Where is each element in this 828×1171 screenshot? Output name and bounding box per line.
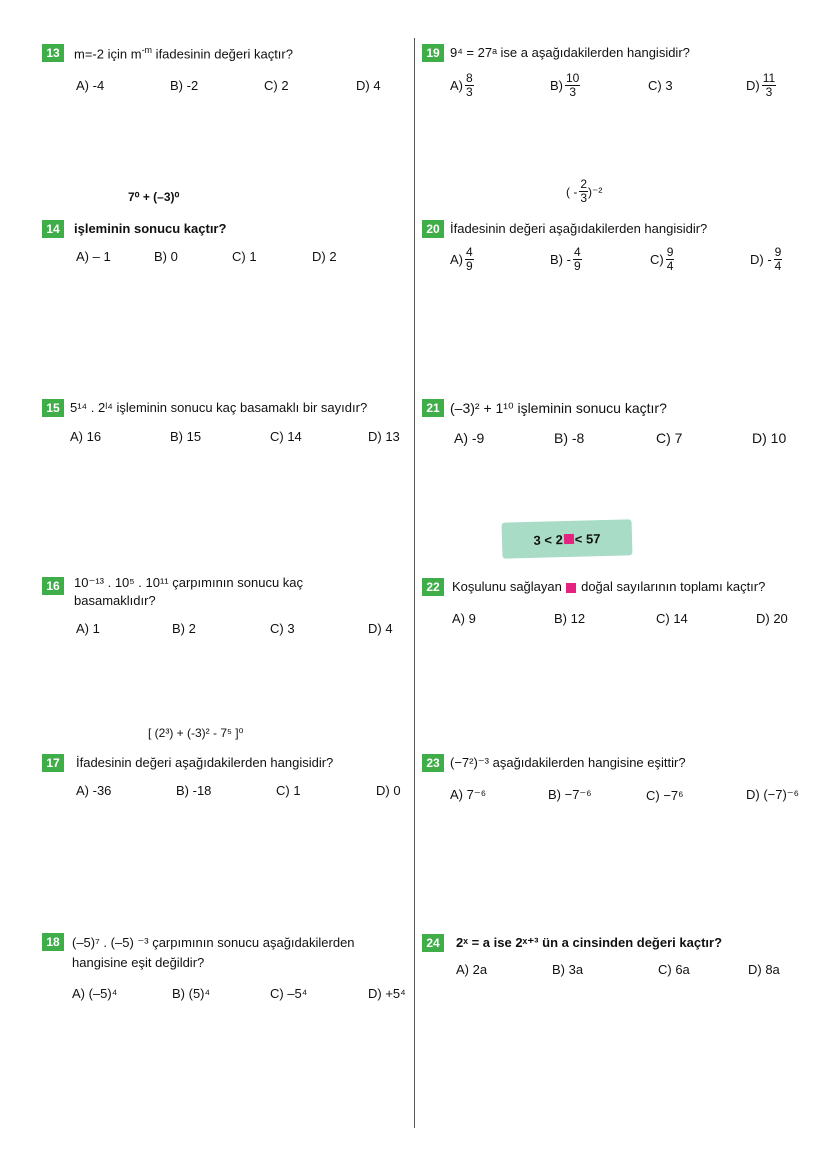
question-stem-14: işleminin sonucu kaçtır? (74, 221, 227, 236)
options-18 (72, 986, 406, 1001)
expression-14: 7⁰ + (–3)⁰ (128, 190, 180, 204)
question-number-15: 15 (42, 399, 64, 417)
option-a[interactable]: A) 9 (452, 611, 476, 626)
option-c[interactable]: C) –5⁴ (270, 986, 308, 1001)
square-placeholder-icon (566, 583, 576, 593)
option-c[interactable]: C) 2 (264, 78, 289, 93)
option-b[interactable]: B) 3a (552, 962, 584, 977)
options-23 (450, 787, 799, 803)
question-stem-24: 2ˣ = a ise 2ˣ⁺³ ün a cinsinden değeri kaçtır? (456, 935, 723, 950)
question-number-19: 19 (422, 44, 444, 62)
question-number-23: 23 (422, 754, 444, 772)
option-a[interactable]: A) -36 (76, 783, 112, 798)
option-d[interactable]: D) 8a (748, 962, 780, 977)
question-stem-15: 5¹⁴ . 2ˡ⁴ işleminin sonucu kaç basamaklı bir sayıdır? (70, 400, 368, 415)
question-number-13: 13 (42, 44, 64, 62)
option-c[interactable]: C) 1 (232, 249, 257, 264)
question-number-20: 20 (422, 220, 444, 238)
question-stem-18-line2: hangisine eşit değildir? (72, 955, 205, 970)
options-24 (456, 962, 780, 977)
option-b[interactable]: B) 2 (172, 621, 196, 636)
option-a[interactable]: A) (–5)⁴ (72, 986, 118, 1001)
option-d[interactable]: D) 2 (312, 249, 337, 264)
option-a[interactable]: A) -4 (76, 78, 105, 93)
question-number-21: 21 (422, 399, 444, 417)
options-19 (450, 72, 776, 99)
options-20 (450, 246, 782, 273)
option-d[interactable]: D) 0 (376, 783, 401, 798)
option-b[interactable]: B) -2 (170, 78, 199, 93)
question-stem-23: (−7²)⁻³ aşağıdakilerden hangisine eşittir? (450, 755, 686, 770)
expression-17: [ (2³) + (-3)² - 7⁵ ]⁰ (148, 726, 244, 740)
option-b[interactable]: B) $\frac{10}{3}$ (550, 71, 580, 99)
option-d[interactable]: D) 13 (368, 429, 400, 444)
question-stem-16-line1: 10⁻¹³ . 10⁵ . 10¹¹ çarpımının sonucu kaç (74, 575, 304, 590)
question-stem-20: İfadesinin değeri aşağıdakilerden hangisidir? (450, 221, 708, 236)
question-stem-19: 9⁴ = 27ᵃ ise a aşağıdakilerden hangisidir? (450, 45, 690, 60)
option-a[interactable]: A) $\frac{8}{3}$ (450, 71, 473, 99)
option-d[interactable]: D) (−7)⁻⁶ (746, 787, 800, 802)
question-stem-22: Koşulunu sağlayan doğal sayılarının toplamı kaçtır? (452, 579, 766, 594)
option-c[interactable]: C) $\frac{9}{4}$ (650, 245, 674, 273)
option-d[interactable]: D) 10 (752, 430, 787, 446)
options-21 (454, 430, 786, 446)
option-b[interactable]: B) 15 (170, 429, 202, 444)
option-b[interactable]: B) 12 (554, 611, 586, 626)
option-a[interactable]: A) 7⁻⁶ (450, 787, 487, 802)
option-d[interactable]: D) 4 (368, 621, 393, 636)
option-b[interactable]: B) (5)⁴ (172, 986, 211, 1001)
square-placeholder-icon (564, 534, 574, 544)
option-a[interactable]: A) $\frac{4}{9}$ (450, 245, 473, 273)
question-number-17: 17 (42, 754, 64, 772)
options-13 (76, 78, 381, 93)
option-c[interactable]: C) 3 (648, 78, 673, 93)
option-c[interactable]: C) 6a (658, 962, 690, 977)
option-d[interactable]: D) - $\frac{9}{4}$ (750, 245, 782, 273)
option-a[interactable]: A) 16 (70, 429, 102, 444)
question-number-22: 22 (422, 578, 444, 596)
options-22 (452, 611, 788, 626)
option-d[interactable]: D) 20 (756, 611, 788, 626)
option-b[interactable]: B) 0 (154, 249, 178, 264)
option-b[interactable]: B) - $\frac{4}{9}$ (550, 245, 581, 273)
question-number-18: 18 (42, 933, 64, 951)
option-c[interactable]: C) 1 (276, 783, 301, 798)
options-16 (76, 621, 393, 636)
question-stem-17: İfadesinin değeri aşağıdakilerden hangisidir? (76, 755, 334, 770)
question-number-14: 14 (42, 220, 64, 238)
option-b[interactable]: B) -18 (176, 783, 212, 798)
options-14 (76, 249, 337, 264)
option-a[interactable]: A) -9 (454, 430, 485, 446)
option-d[interactable]: D) +5⁴ (368, 986, 406, 1001)
option-c[interactable]: C) 7 (656, 430, 683, 446)
expression-20: ( - $\frac{2}{3}$ )⁻² (566, 177, 603, 205)
option-a[interactable]: A) – 1 (76, 249, 111, 264)
question-stem-21: (–3)² + 1¹⁰ işleminin sonucu kaçtır? (450, 400, 667, 416)
option-c[interactable]: C) 3 (270, 621, 295, 636)
option-c[interactable]: C) −7⁶ (646, 787, 684, 803)
column-divider (414, 38, 415, 1128)
question-number-24: 24 (422, 934, 444, 952)
option-b[interactable]: B) −7⁻⁶ (548, 787, 592, 802)
condition-banner: 3 < 2 < 57 (502, 519, 633, 558)
option-b[interactable]: B) -8 (554, 430, 585, 446)
question-stem-18-line1: (–5)⁷ . (–5) ⁻³ çarpımının sonucu aşağıdakilerden (72, 935, 355, 950)
option-c[interactable]: C) 14 (656, 611, 688, 626)
option-d[interactable]: D) 4 (356, 78, 381, 93)
option-a[interactable]: A) 1 (76, 621, 100, 636)
question-stem-13: m=-2 için $m^{-m}$ ifadesinin değeri kaçtır? (74, 45, 293, 62)
question-stem-16-line2: basamaklıdır? (74, 593, 156, 608)
option-c[interactable]: C) 14 (270, 429, 302, 444)
options-15 (70, 429, 400, 444)
option-a[interactable]: A) 2a (456, 962, 488, 977)
options-17 (76, 783, 401, 798)
question-number-16: 16 (42, 577, 64, 595)
option-d[interactable]: D) $\frac{11}{3}$ (746, 71, 776, 99)
